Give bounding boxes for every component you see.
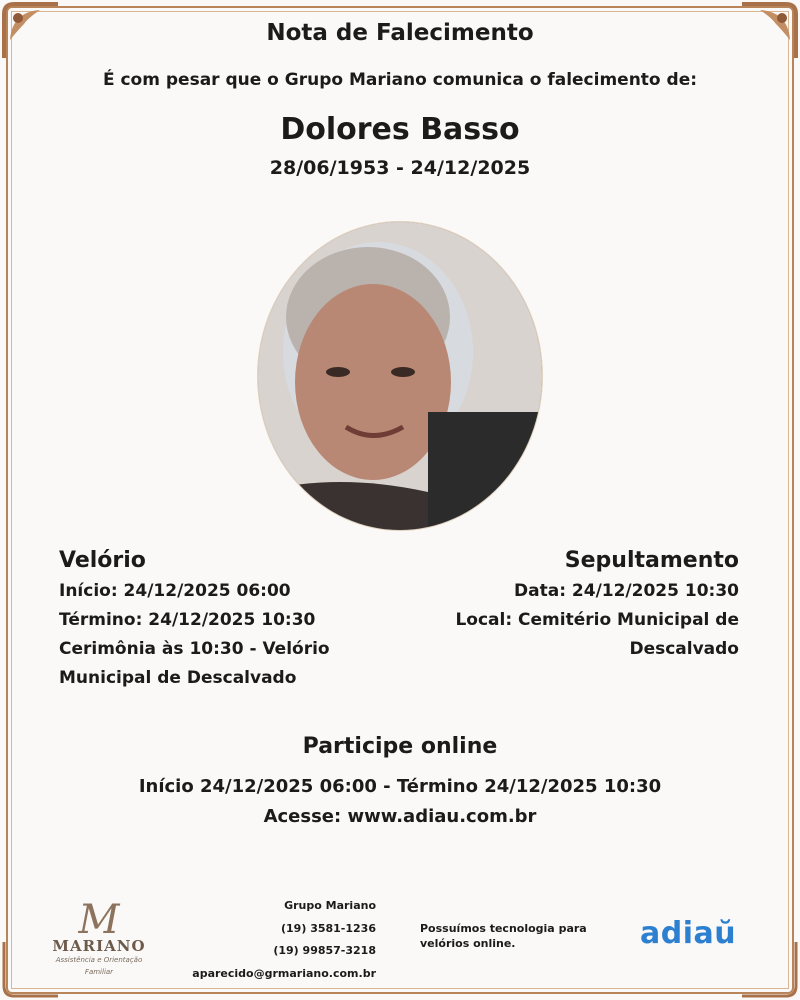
velorio-end: Término: 24/12/2025 10:30 [59, 610, 316, 630]
page-title: Nota de Falecimento [266, 20, 534, 46]
logo-monogram: M [78, 897, 120, 943]
adiau-logo: adiaŭ [640, 916, 737, 951]
tech-notice-line2: velórios online. [420, 937, 516, 950]
sepultamento-heading: Sepultamento [564, 548, 739, 573]
frame-corner-ornament-icon [738, 938, 800, 1000]
online-heading: Participe online [302, 734, 498, 759]
tech-notice-line1: Possuímos tecnologia para [420, 922, 587, 935]
portrait-photo [258, 222, 542, 530]
logo-brand: MARIANO [52, 937, 146, 955]
email-link[interactable]: aparecido@grmariano.com.br [192, 966, 376, 980]
sepultamento-date: Data: 24/12/2025 10:30 [514, 581, 739, 601]
logo-tagline: Assistência e Orientação Familiar [55, 956, 143, 976]
velorio-heading: Velório [59, 548, 146, 573]
online-access-link[interactable]: Acesse: www.adiau.com.br [263, 806, 537, 827]
velorio-ceremony-line1: Cerimônia às 10:30 - Velório [59, 639, 330, 659]
tech-notice [420, 921, 610, 951]
company-name: Grupo Mariano [284, 899, 376, 912]
sepultamento-section [430, 548, 739, 664]
sepultamento-location-line2: Descalvado [629, 639, 739, 659]
portrait-illustration [258, 222, 542, 530]
velorio-section [59, 548, 359, 693]
announcement-intro: É com pesar que o Grupo Mariano comunica o falecimento de: [102, 70, 698, 90]
contact-block [180, 895, 376, 985]
phone-2[interactable]: (19) 99857-3218 [273, 944, 376, 957]
life-dates: 28/06/1953 - 24/12/2025 [269, 157, 531, 179]
velorio-ceremony-line2: Municipal de Descalvado [59, 668, 297, 688]
velorio-start: Início: 24/12/2025 06:00 [59, 581, 291, 601]
online-times: Início 24/12/2025 06:00 - Término 24/12/2025 10:30 [138, 776, 662, 797]
mariano-logo [44, 897, 154, 976]
phone-1[interactable]: (19) 3581-1236 [281, 921, 376, 935]
sepultamento-location-line1: Local: Cemitério Municipal de [455, 610, 739, 630]
deceased-name: Dolores Basso [280, 112, 520, 147]
